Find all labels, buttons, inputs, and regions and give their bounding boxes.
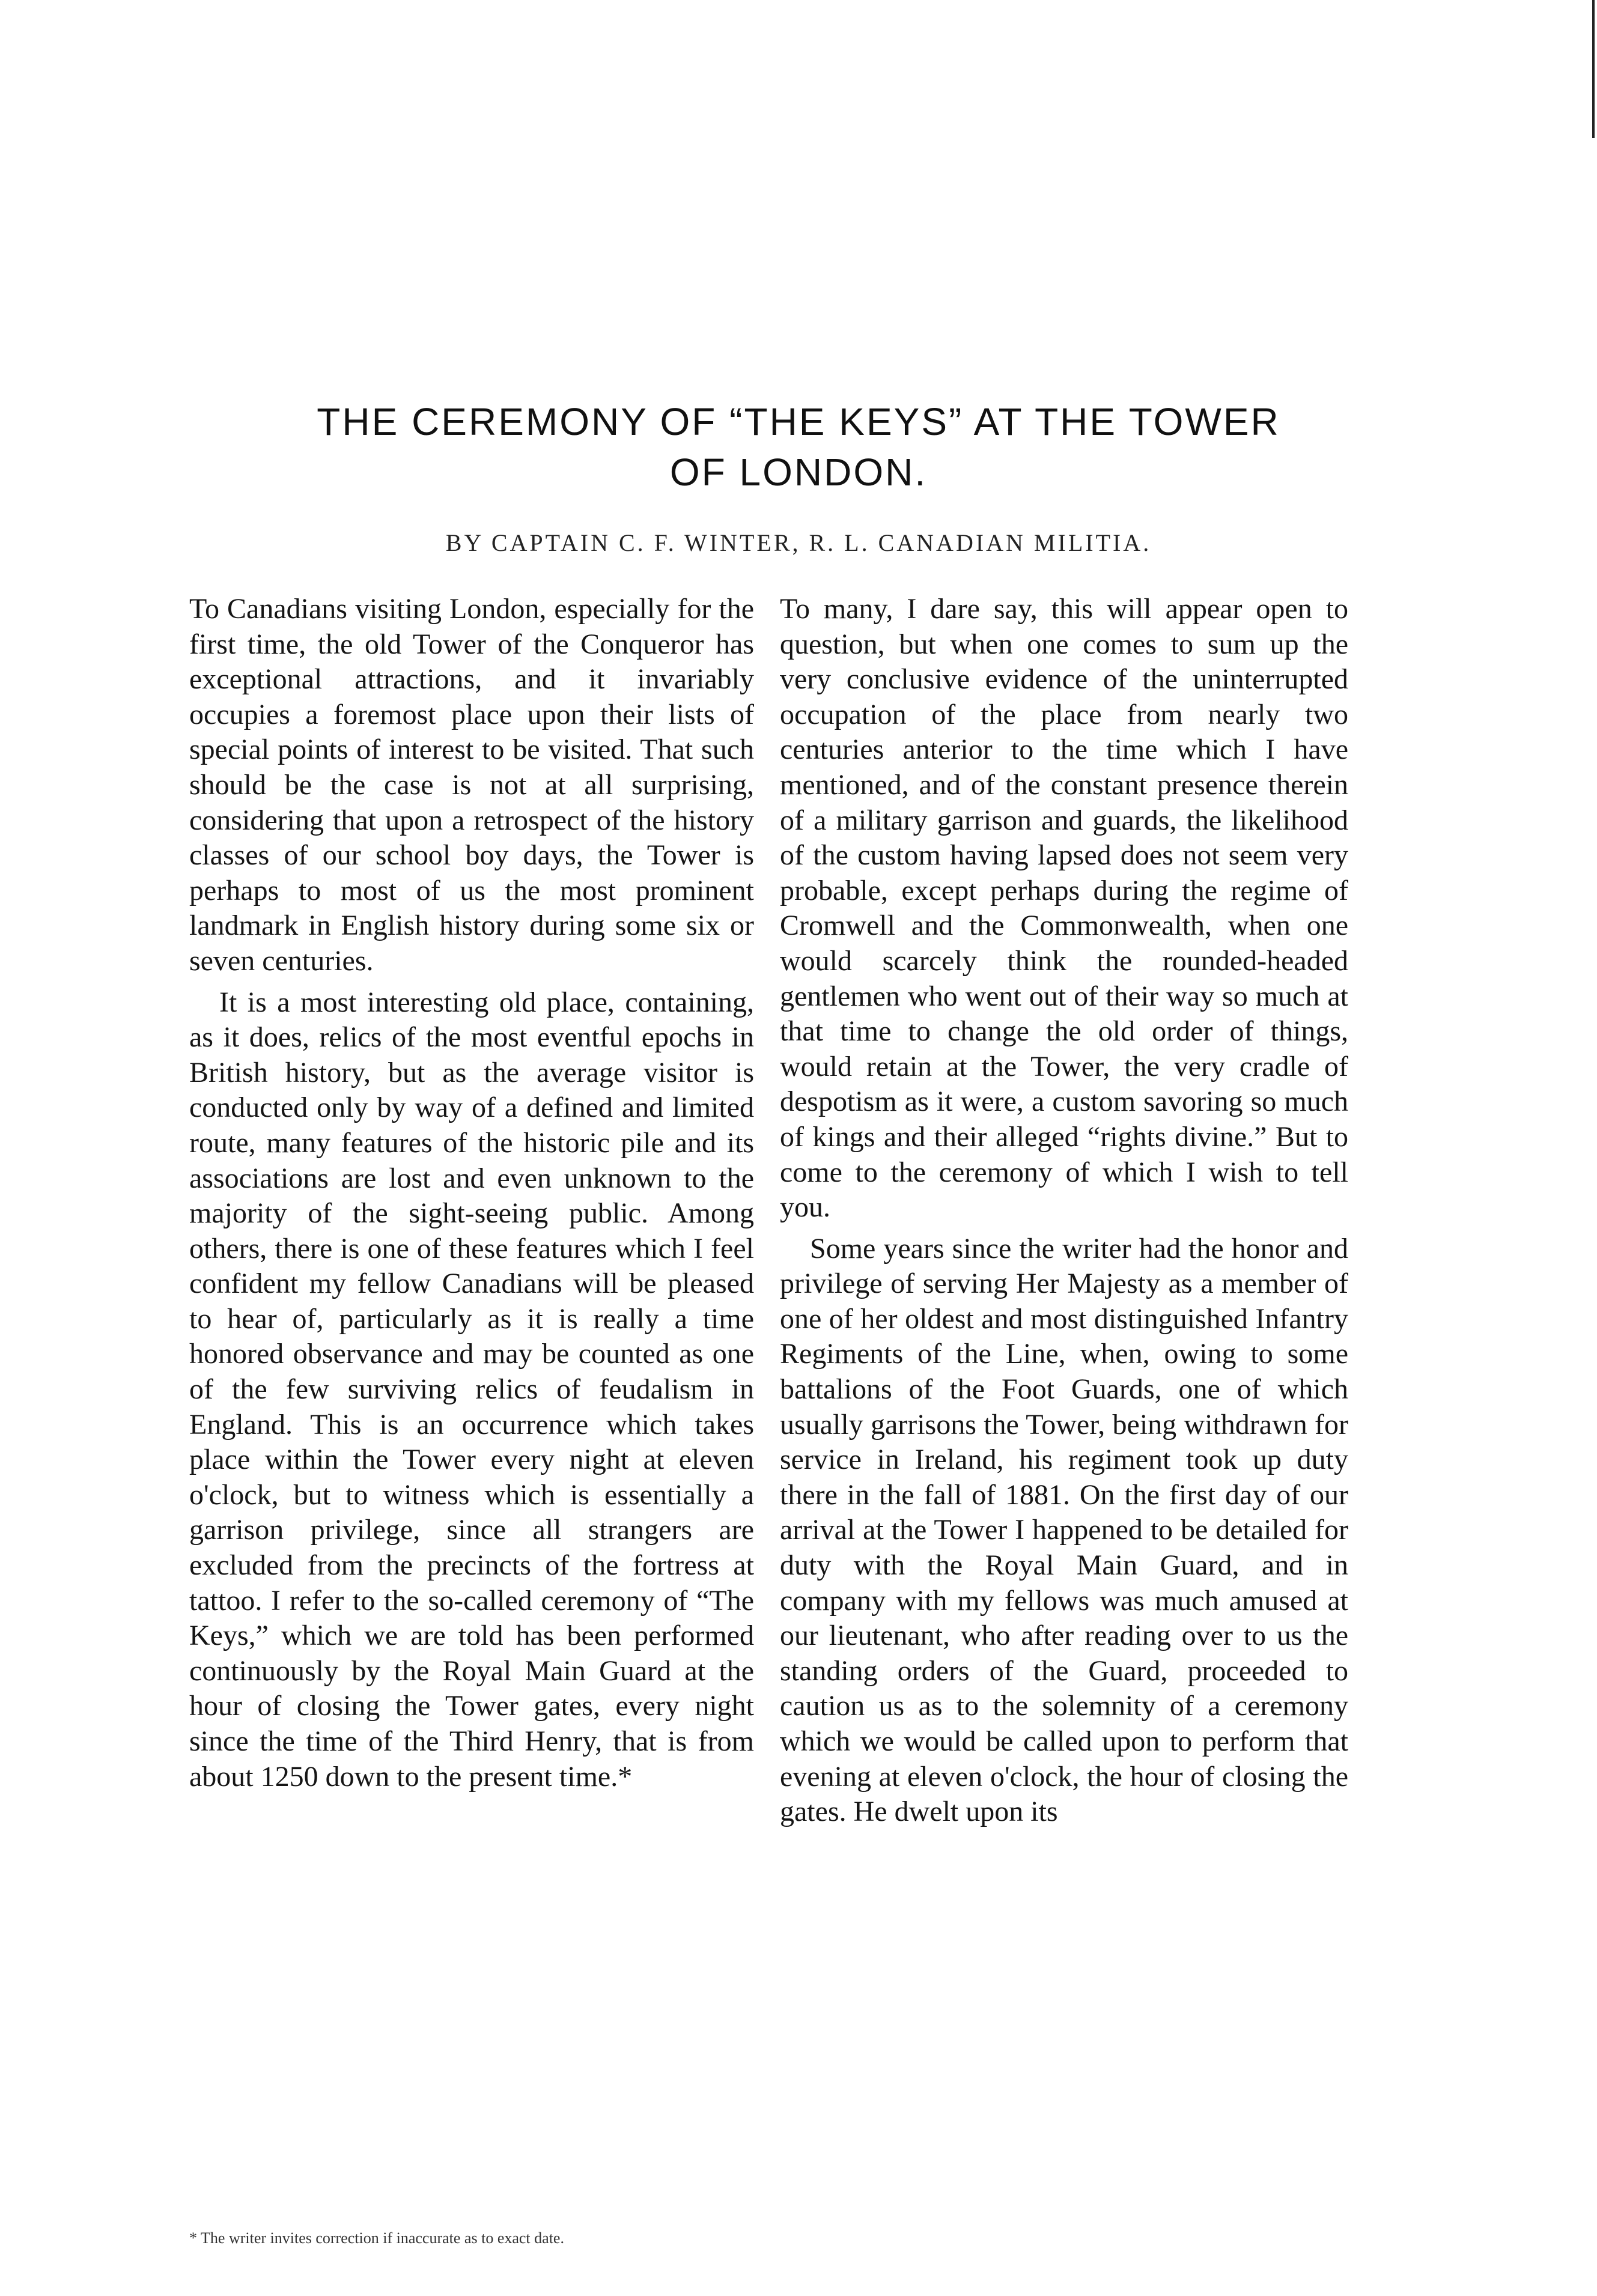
left-paragraph-2: It is a most interesting old place, containing, as it does, relics of the most eventful epochs in British history, but as the average visitor is conducted only by way of a defined and limited route, many features of the historic pile and its associations are lost and even unknown to the majority of the sight-seeing public. Among others, there is one of these features which I feel confident my fellow Canadians will be pleased to hear of, particularly as it is really a time honored observance and may be counted as one of the few surviving relics of feudalism in England. This is an occurrence which takes place within the Tower every night at eleven o'clock, but to witness which is essentially a garrison privilege, since all strangers are excluded from the precincts of the fortress at tattoo. I refer to the so-called ceremony of “The Keys,” which we are told has been performed continuously by the Royal Main Guard at the hour of closing the Tower gates, every night since the time of the Third Henry, that is from about 1250 down to the present time.* [189, 986, 754, 1793]
edge-rule [1592, 0, 1595, 138]
article-title [0, 396, 1597, 497]
right-paragraph-1: To many, I dare say, this will appear open to question, but when one comes to sum up the very conclusive evidence of the uninterrupted occupation of the place from nearly two centuries anterior to the time which I have mentioned, and of the constant presence therein of a military garrison and guards, the likelihood of the custom having lapsed does not seem very probable, except perhaps during the regime of Cromwell and the Commonwealth, when one would scarcely think the rounded-headed gentlemen who went out of their way so much at that time to change the old order of things, would retain at the Tower, the very cradle of despotism as it were, a custom savoring so much of kings and their alleged “rights divine.” But to come to the ceremony of which I wish to tell you. [780, 593, 1348, 1224]
title-line-1: THE CEREMONY OF “THE KEYS” AT THE TOWER [317, 400, 1280, 443]
left-column [189, 592, 754, 1794]
byline: BY CAPTAIN C. F. WINTER, R. L. CANADIAN MILITIA. [445, 529, 1152, 556]
footnote: * The writer invites correction if inaccurate as to exact date. [189, 2229, 564, 2247]
title-line-2: OF LONDON. [669, 451, 928, 494]
right-paragraph-2: Some years since the writer had the honor and privilege of serving Her Majesty as a member of one of her oldest and most distinguished Infantry Regiments of the Line, when, owing to some battalions of the Foot Guards, one of which usually garrisons the Tower, being withdrawn for service in Ireland, his regiment took up duty there in the fall of 1881. On the first day of our arrival at the Tower I happened to be detailed for duty with the Royal Main Guard, and in company with my fellows was much amused at our lieutenant, who after reading over to us the standing orders of the Guard, proceeded to caution us as to the solemnity of a ceremony which we would be called upon to perform that evening at eleven o'clock, the hour of closing the gates. He dwelt upon its [780, 1232, 1348, 1828]
left-paragraph-1: To Canadians visiting London, especially for the first time, the old Tower of the Conqueror has exceptional attractions, and it invariably occupies a foremost place upon their lists of special points of interest to be visited. That such should be the case is not at all surprising, considering that upon a retrospect of the history classes of our school boy days, the Tower is perhaps to most of us the most prominent landmark in English history during some six or seven centuries. [189, 593, 754, 977]
right-column [780, 592, 1348, 1830]
